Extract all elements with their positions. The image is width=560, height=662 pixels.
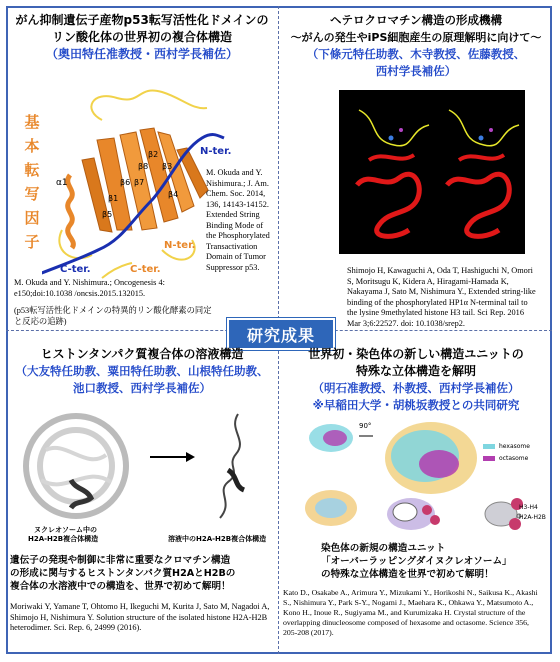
quadrant-dinucleosome	[281, 346, 551, 652]
solution-h2a-h2b-image	[198, 410, 268, 522]
hp1-histone-stereo-image	[339, 90, 525, 254]
side-char: 基	[24, 113, 40, 131]
q3-body-line3: 複合体の水溶液中での構造を、世界で初めて解明！	[10, 581, 231, 592]
q3-caption-right: 溶液中のH2A-H2B複合体構造	[168, 535, 267, 543]
quadrant-heterochromatin	[281, 10, 551, 328]
label-n-ter-bottom: N-ter.	[164, 240, 196, 251]
q1-credits: （奥田特任准教授・西村学長補佐）	[45, 47, 238, 61]
research-results-badge: 研究成果	[227, 318, 335, 350]
label-beta4: β4	[168, 190, 179, 199]
label-c-ter-right: C-ter.	[130, 264, 161, 275]
side-char: 因	[24, 209, 40, 227]
side-char: 子	[24, 233, 40, 251]
q2-credits-line2: 西村学長補佐）	[375, 64, 457, 78]
legend-hexasome: hexasome	[499, 443, 530, 450]
legend-h3-h4: H3-H4	[519, 504, 538, 511]
q4-credits-line2: ※早稲田大学・胡桃坂教授との共同研究	[312, 398, 520, 412]
legend-h2a-h2b: H2A-H2B	[519, 514, 546, 521]
q2-title-line2: ～がんの発生やiPS細胞産生の原理解明に向けて～	[290, 31, 542, 44]
quadrant-histone-complex	[8, 346, 276, 652]
q1-title-line1: がん抑制遺伝子産物p53転写活性化ドメインの	[15, 13, 269, 27]
q3-caption-left-line1: ヌクレオソーム中の	[34, 526, 97, 534]
q4-title-line1: 世界初・染色体の新しい構造ユニットの	[308, 347, 524, 361]
q1-title-line2: リン酸化体の世界初の複合体構造	[51, 30, 232, 44]
legend-octasome: octasome	[499, 455, 529, 462]
label-c-ter-left: C-ter.	[60, 264, 91, 275]
nucleosome-h2a-h2b-image	[16, 410, 136, 522]
label-n-ter-top: N-ter.	[200, 146, 232, 157]
q1-side-label	[22, 110, 42, 254]
q4-credits-line1: （明石准教授、朴教授、西村学長補佐）	[312, 381, 520, 395]
label-beta8: β8	[138, 162, 149, 171]
q3-body-line1: 遺伝子の発現や制御に非常に重要なクロマチン構造	[10, 555, 231, 566]
arrow-head-icon	[186, 452, 195, 462]
q2-title-line1: ヘテロクロマチン構造の形成機構	[330, 13, 502, 27]
q3-credits-line2: 池口教授、西村学長補佐）	[73, 381, 211, 395]
q4-body-line1: 染色体の新規の構造ユニット	[321, 543, 446, 554]
label-beta2: β2	[148, 150, 159, 159]
q4-title-line2: 特殊な立体構造を解明	[355, 364, 476, 378]
q1-note: (p53転写活性化ドメインの特異的リン酸化酵素の同定と反応の追跡)	[14, 306, 212, 326]
quadrant-p53	[8, 10, 276, 328]
side-char: 転	[24, 161, 40, 179]
label-beta7: β7	[134, 178, 145, 187]
q2-credits-line1: （下條元特任助教、木寺教授、佐藤教授、	[306, 47, 526, 61]
q1-reference-bottom: M. Okuda and Y. Nishimura.; Oncogenesis 4: e150;doi:10.1038 /oncsis.2015.132015.	[14, 278, 165, 298]
q2-reference: Shimojo H, Kawaguchi A, Oda T, Hashiguchi N, Omori S, Moritsugu K, Kidera A, Hiragami-Hamada K, Nakayama J, Sato M, Nishimura Y., Extended string-like binding of the phosphorylated HP1α N-terminal tail to the lysine 9methylated histone H3 tail. Sci Rep. 2016 Mar 3;6:22527. doi: 10.1038/srep2.	[347, 266, 536, 328]
label-beta3: β3	[162, 162, 173, 171]
label-beta5: β5	[102, 210, 113, 219]
arrow-icon	[150, 456, 190, 458]
q3-title: ヒストンタンパク質複合体の溶液構造	[40, 347, 244, 361]
q4-body-line2: 「オーバーラッピングダイヌクレオソーム」	[321, 556, 512, 567]
q4-reference: Kato D., Osakabe A., Arimura Y., Mizukami Y., Horikoshi N., Saikusa K., Akashi S., Nishimura Y., Park S-Y., Nogami J., Maehara K., Ohkawa Y., Matsumoto A., Kono H., Inoue R., Sugiyama M., and Kurumizaka H. Crystal structure of the overlapping dinucleosome composed of hexasome and octasome. Science 356, 205-208 (2017).	[283, 588, 538, 637]
q3-caption-left-line2: H2A-H2B複合体構造	[28, 535, 99, 543]
label-alpha1: α1	[56, 178, 68, 188]
q3-body-line2: の形成に関与するヒストンタンパク質H2AとH2Bの	[10, 568, 236, 579]
side-char: 写	[24, 185, 40, 203]
q4-body-line3: の特殊な立体構造を世界で初めて解明！	[321, 569, 494, 580]
q3-reference: Moriwaki Y, Yamane T, Ohtomo H, Ikeguchi M, Kurita J, Sato M, Nagadoi A, Shimojo H, Nishimura Y. Solution structure of the isolated histone H2A-H2B heterodimer. Sci. Rep. 6, 24999 (2016).	[10, 602, 270, 632]
dinucleosome-structure-image	[301, 416, 541, 534]
q3-credits-line1: （大友特任助教、粟田特任助教、山根特任助教、	[15, 364, 269, 378]
side-char: 本	[24, 137, 40, 155]
q1-reference-side: M. Okuda and Y. Nishimura.; J. Am. Chem. Soc. 2014, 136, 14143-14152. Extended String Binding Mode of the Phosphorylated Transactivation Domain of Tumor Suppressor p53.	[206, 168, 270, 272]
label-beta1: β1	[108, 194, 119, 203]
label-beta6: β6	[120, 178, 131, 187]
svg-text:90°: 90°	[359, 422, 372, 430]
